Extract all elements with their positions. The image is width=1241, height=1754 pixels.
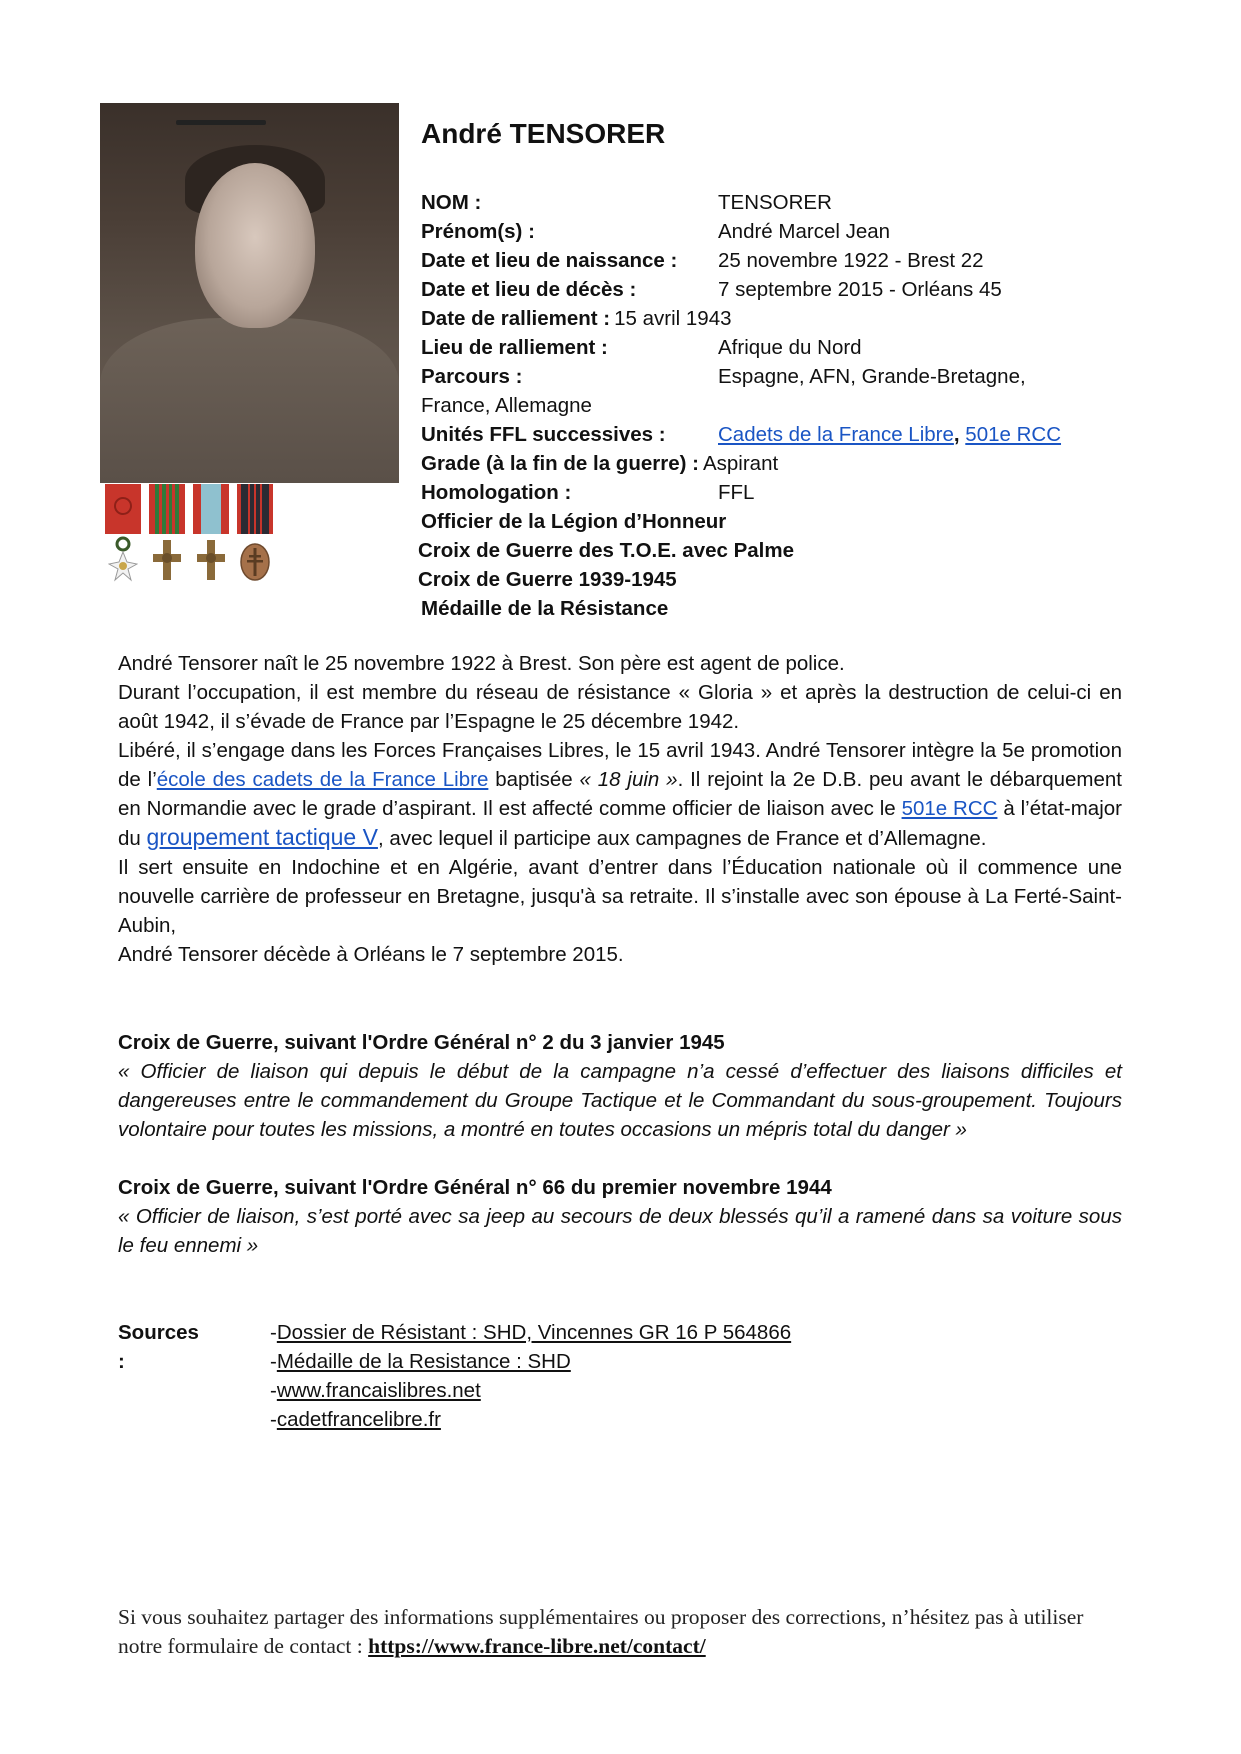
source-item [270, 1347, 791, 1376]
biography [118, 649, 1122, 969]
facts-table [418, 188, 1062, 623]
bio-paragraph: André Tensorer décède à Orléans le 7 septembre 2015. [118, 943, 624, 966]
citations [118, 1028, 1122, 1289]
medaille-resistance-icon [235, 484, 275, 594]
fact-row-parcours-continuation [421, 391, 794, 420]
fact-row-grade [421, 449, 794, 478]
legion-honneur-medal-icon [103, 484, 143, 594]
bio-paragraph: Il sert ensuite en Indochine et en Algérie, avant d’entrer dans l’Éducation nationale où il commence une nouvelle carrière de professeur en Bretagne, jusqu'à sa retraite. Il s’installe avec son épouse à La Ferté-Saint-Aubin, [118, 856, 1122, 937]
link-groupement-tactique-v[interactable]: groupement tactique V [146, 824, 378, 850]
source-item [270, 1318, 791, 1347]
decoration-item: Croix de Guerre des T.O.E. avec Palme [418, 539, 795, 562]
source-item [270, 1405, 791, 1434]
source-link[interactable]: www.francaislibres.net [276, 1379, 481, 1402]
source-item [270, 1376, 791, 1405]
fact-value: Aspirant [702, 452, 779, 475]
fact-value: Afrique du Nord [718, 336, 862, 359]
fact-row-naissance [421, 246, 984, 275]
bio-paragraph: André Tensorer naît le 25 novembre 1922 à Brest. Son père est agent de police. [118, 652, 845, 675]
medals-row [103, 484, 293, 594]
source-text: Dossier de Résistant : SHD, Vincennes GR 16 P 564866 [276, 1321, 792, 1344]
sources-label: Sources : [118, 1321, 199, 1373]
fact-value: FFL [718, 481, 755, 504]
footer-contact-note [118, 1603, 1122, 1661]
fact-label: Lieu de ralliement : [421, 336, 608, 359]
fact-row-deces [421, 275, 1002, 304]
bio-text: à l’état-major du [118, 797, 1122, 850]
fact-value: 7 septembre 2015 - Orléans 45 [718, 278, 1002, 301]
bio-text: , avec lequel il participe aux campagnes de France et d’Allemagne. [377, 827, 987, 850]
fact-row-nom [421, 188, 832, 217]
citation-title: Croix de Guerre, suivant l'Ordre Général n° 2 du 3 janvier 1945 [118, 1031, 725, 1054]
bio-text: . Il rejoint la 2e D.B. peu avant le débarquement en Normandie avec le grade d’aspirant. Il est affecté comme officier de liaison avec le [118, 768, 1123, 820]
link-separator: , [953, 423, 960, 446]
link-cadets-france-libre[interactable]: Cadets de la France Libre [718, 423, 954, 446]
link-ecole-cadets[interactable]: école des cadets de la France Libre [156, 768, 489, 791]
bio-paragraph-ffl [118, 736, 1122, 853]
contact-link[interactable]: https://www.france-libre.net/contact/ [368, 1634, 706, 1658]
fact-value-continuation: France, Allemagne [421, 394, 592, 417]
promotion-name: « 18 juin » [579, 768, 678, 791]
photo-clip [176, 120, 266, 125]
page-title: André TENSORER [421, 118, 666, 149]
bio-text: baptisée [488, 768, 580, 791]
citation-quote: « Officier de liaison, s’est porté avec sa jeep au secours de deux blessés qu’il a ramené dans sa voiture sous le feu ennemi » [118, 1205, 1122, 1257]
fact-label: Date et lieu de décès : [421, 278, 637, 301]
fact-value: André Marcel Jean [718, 220, 891, 243]
fact-row-homologation [421, 478, 794, 507]
fact-row-date-ralliement [421, 304, 794, 333]
fact-label: Date et lieu de naissance : [421, 249, 678, 272]
decoration-item: Officier de la Légion d’Honneur [421, 510, 727, 533]
fact-value: 25 novembre 1922 - Brest 22 [718, 249, 984, 272]
footer-text: Si vous souhaitez partager des informations supplémentaires ou proposer des corrections, n’hésitez pas à utiliser notre formulaire de contact : [118, 1605, 1084, 1658]
fact-label: Unités FFL successives : [421, 423, 666, 446]
fact-row-lieu-ralliement [421, 333, 862, 362]
fact-label: Grade (à la fin de la guerre) : [421, 452, 699, 475]
sources-list [270, 1318, 791, 1434]
portrait-photo [100, 103, 399, 483]
source-text: Médaille de la Resistance : SHD [276, 1350, 571, 1373]
fact-label: Homologation : [421, 481, 572, 504]
decoration-item: Médaille de la Résistance [421, 597, 669, 620]
fact-value: TENSORER [718, 191, 832, 214]
citation-block [118, 1028, 1122, 1144]
fact-value-links [718, 420, 1061, 449]
fact-label: Parcours : [421, 365, 523, 388]
fact-row-parcours [421, 362, 1026, 391]
photo-jacket [100, 318, 399, 483]
source-link[interactable]: cadetfrancelibre.fr [276, 1408, 441, 1431]
decoration-item: Croix de Guerre 1939-1945 [418, 568, 677, 591]
bio-text: Libéré, il s’engage dans les Forces Françaises Libres, le 15 avril 1943. André Tensorer intègre la 5e promotion de l’ [118, 739, 1122, 791]
fact-row-prenoms [421, 217, 891, 246]
croix-guerre-1939-1945-medal-icon [191, 484, 231, 594]
fact-label: Prénom(s) : [421, 220, 535, 243]
photo-face [195, 163, 315, 328]
croix-guerre-toe-medal-icon [147, 484, 187, 594]
citation-block [118, 1173, 1122, 1260]
fact-label: NOM : [421, 191, 482, 214]
citation-title: Croix de Guerre, suivant l'Ordre Général n° 66 du premier novembre 1944 [118, 1176, 832, 1199]
fact-row-unites [421, 420, 1062, 449]
citation-quote: « Officier de liaison qui depuis le début de la campagne n’a cessé d’effectuer des liaisons difficiles et dangereuses entre le commandement du Groupe Tactique et le Commandant du sous-groupement. Toujours volontaire pour toutes les missions, a montré en toutes occasions un mépris total du danger » [118, 1060, 1122, 1141]
fact-value: 15 avril 1943 [614, 307, 732, 330]
source-bullet: - [270, 1321, 277, 1344]
fact-value: Espagne, AFN, Grande-Bretagne, [718, 365, 1026, 388]
source-bullet: - [270, 1350, 277, 1373]
bio-paragraph: Durant l’occupation, il est membre du réseau de résistance « Gloria » et après la destruction de celui-ci en août 1942, il s’évade de France par l’Espagne le 25 décembre 1942. [118, 681, 1122, 733]
source-bullet: - [270, 1379, 277, 1402]
source-bullet: - [270, 1408, 277, 1431]
link-501e-rcc-bio[interactable]: 501e RCC [901, 797, 998, 820]
fact-label: Date de ralliement : [421, 307, 611, 330]
link-501e-rcc[interactable]: 501e RCC [965, 423, 1062, 446]
